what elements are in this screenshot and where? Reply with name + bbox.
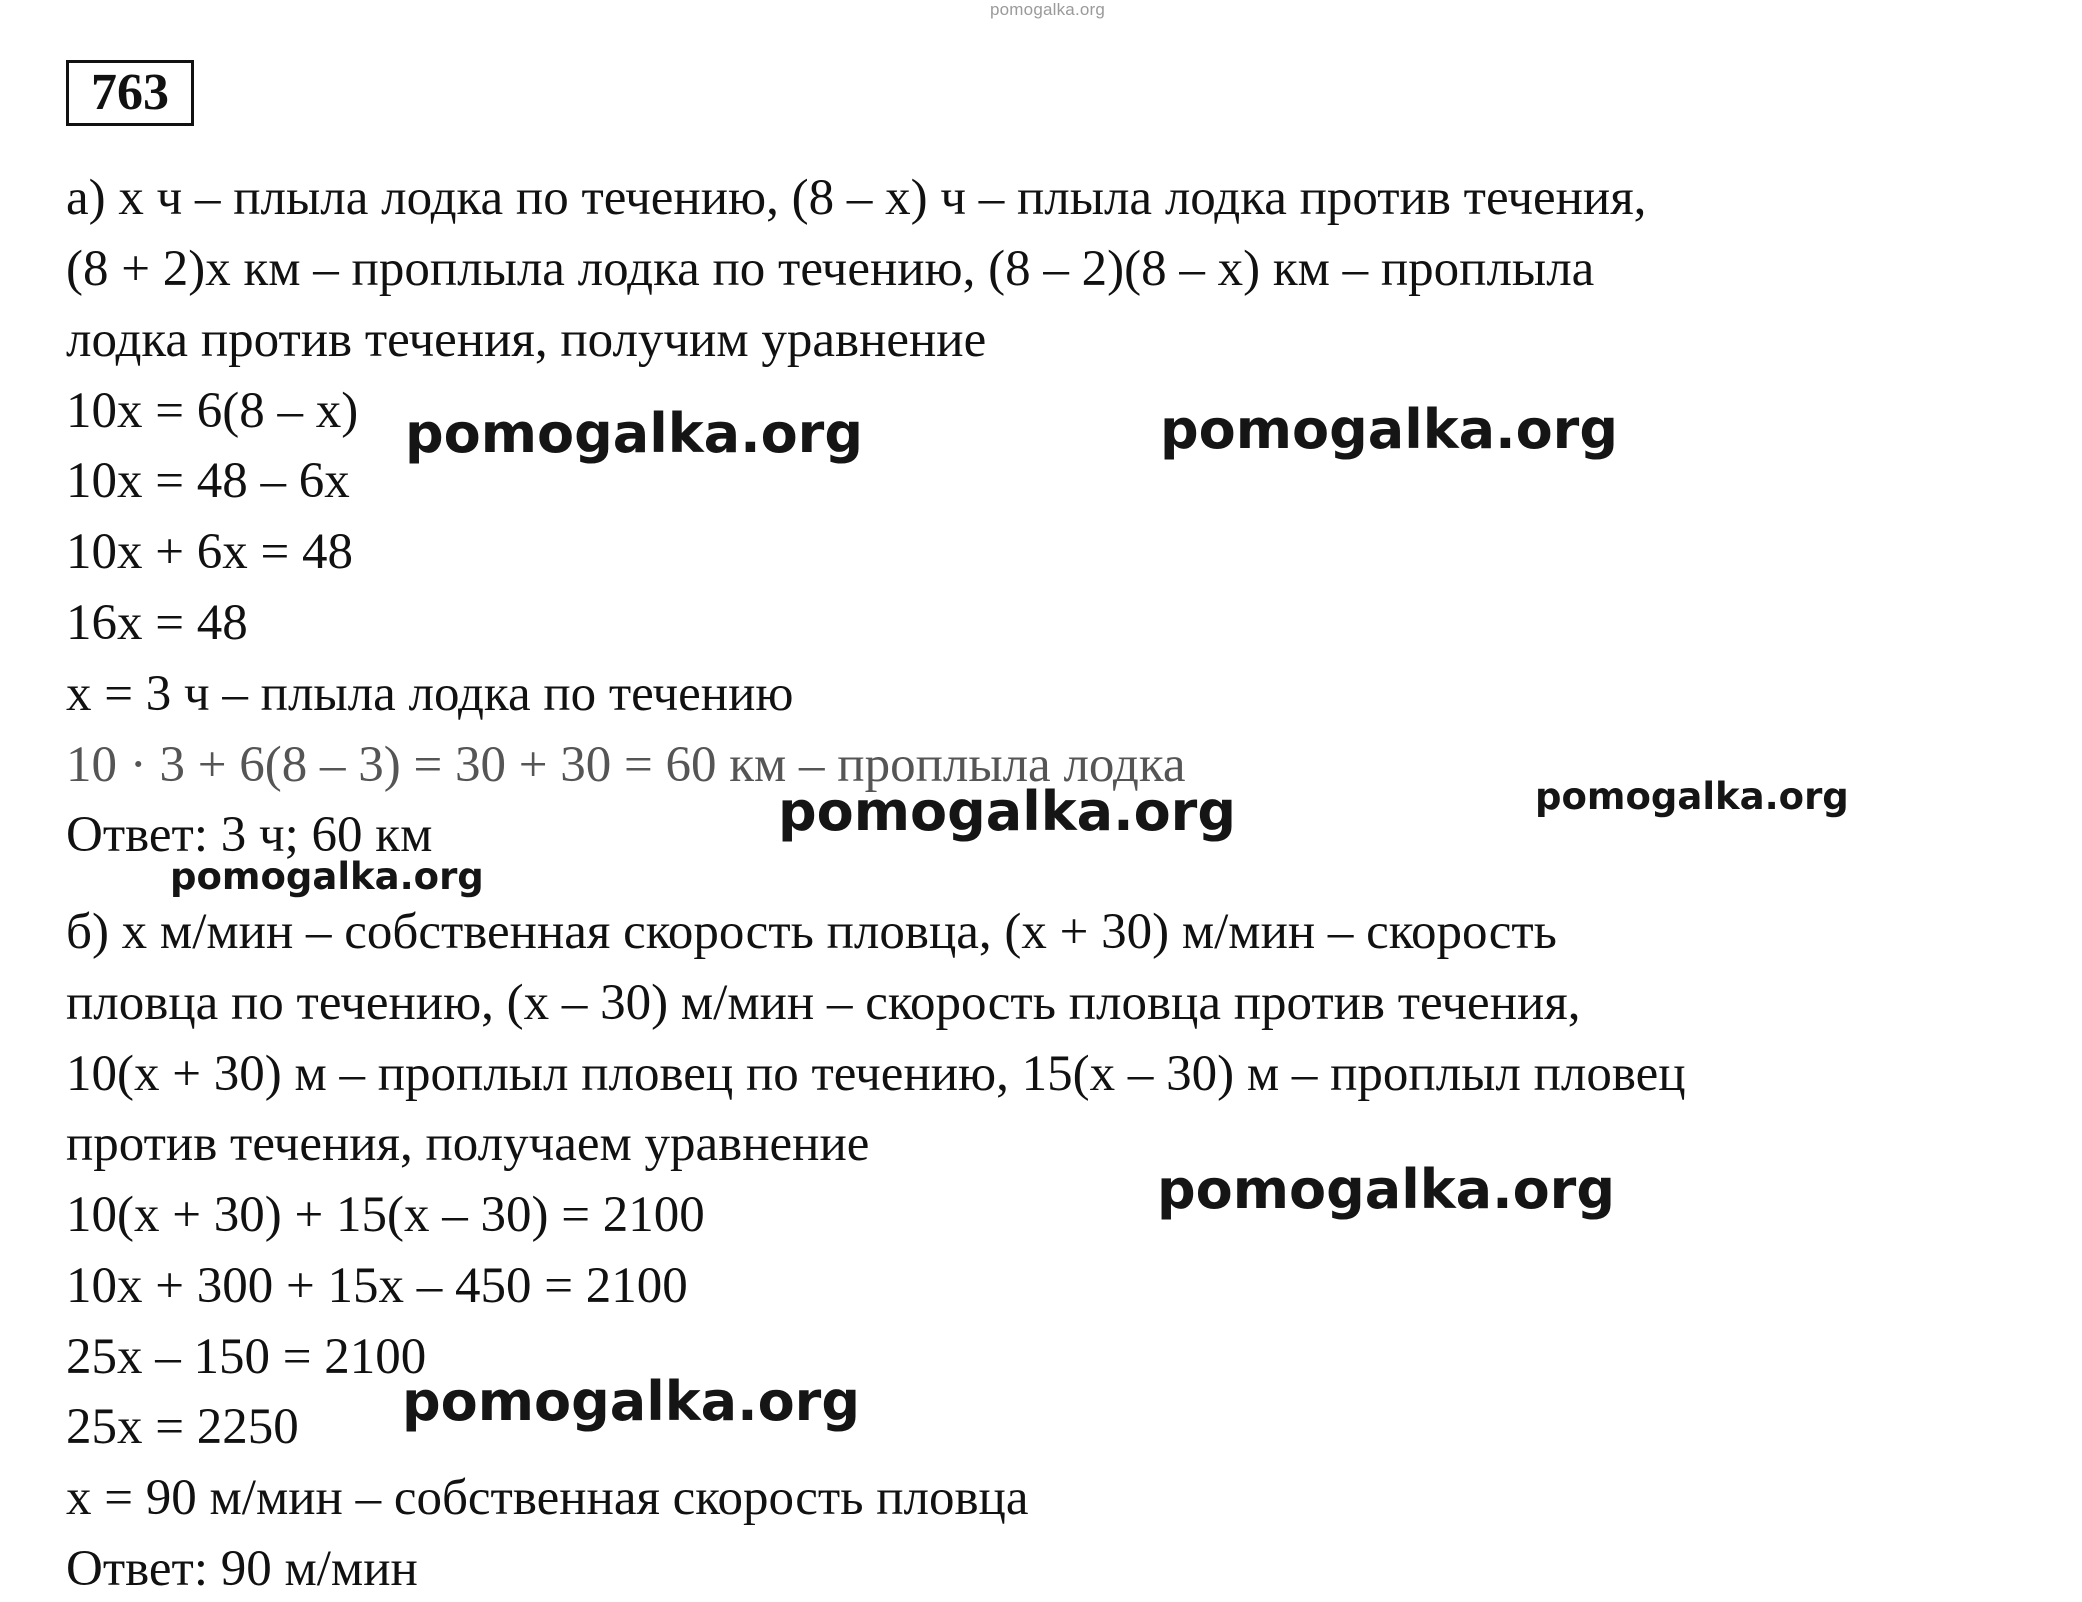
task-number-box: 763 [66,60,194,126]
part-a-equation-2: 10х = 48 – 6х [66,453,350,509]
watermark: pomogalka.org [405,402,863,465]
part-a-distance: 10 · 3 + 6(8 – 3) = 30 + 30 = 60 км – проплыла лодка [66,737,1186,793]
part-a-answer: Ответ: 3 ч; 60 км [66,807,433,863]
part-a-equation-3: 10х + 6х = 48 [66,524,354,580]
watermark: pomogalka.org [778,780,1236,843]
part-b-equation-3: 25х – 150 = 2100 [66,1329,427,1385]
watermark: pomogalka.org [402,1370,860,1433]
top-site-mark: pomogalka.org [990,0,1106,19]
part-b-line-1: б) х м/мин – собственная скорость пловца, (х + 30) м/мин – скорость [66,904,1557,960]
watermark: pomogalka.org [1535,775,1849,818]
part-b-line-2: пловца по течению, (х – 30) м/мин – скорость пловца против течения, [66,975,1581,1031]
watermark: pomogalka.org [170,855,484,898]
watermark: pomogalka.org [1160,398,1618,461]
part-b-equation-2: 10х + 300 + 15х – 450 = 2100 [66,1258,688,1314]
part-b-equation-4: 25х = 2250 [66,1399,299,1455]
part-b-answer: Ответ: 90 м/мин [66,1541,418,1597]
part-b-equation-1: 10(х + 30) + 15(х – 30) = 2100 [66,1187,705,1243]
part-a-equation-1: 10х = 6(8 – х) [66,383,359,439]
part-b-line-4: против течения, получаем уравнение [66,1116,870,1172]
part-b-result: х = 90 м/мин – собственная скорость пловца [66,1470,1029,1526]
part-a-result: х = 3 ч – плыла лодка по течению [66,666,794,722]
part-a-line-3: лодка против течения, получим уравнение [66,312,987,368]
part-b-line-3: 10(х + 30) м – проплыл пловец по течению, 15(х – 30) м – проплыл пловец [66,1046,1686,1102]
part-a-equation-4: 16х = 48 [66,595,248,651]
part-a-line-1: а) х ч – плыла лодка по течению, (8 – х) ч – плыла лодка против течения, [66,170,1647,226]
part-a-line-2: (8 + 2)х км – проплыла лодка по течению, (8 – 2)(8 – х) км – проплыла [66,241,1595,297]
watermark: pomogalka.org [1157,1158,1615,1221]
